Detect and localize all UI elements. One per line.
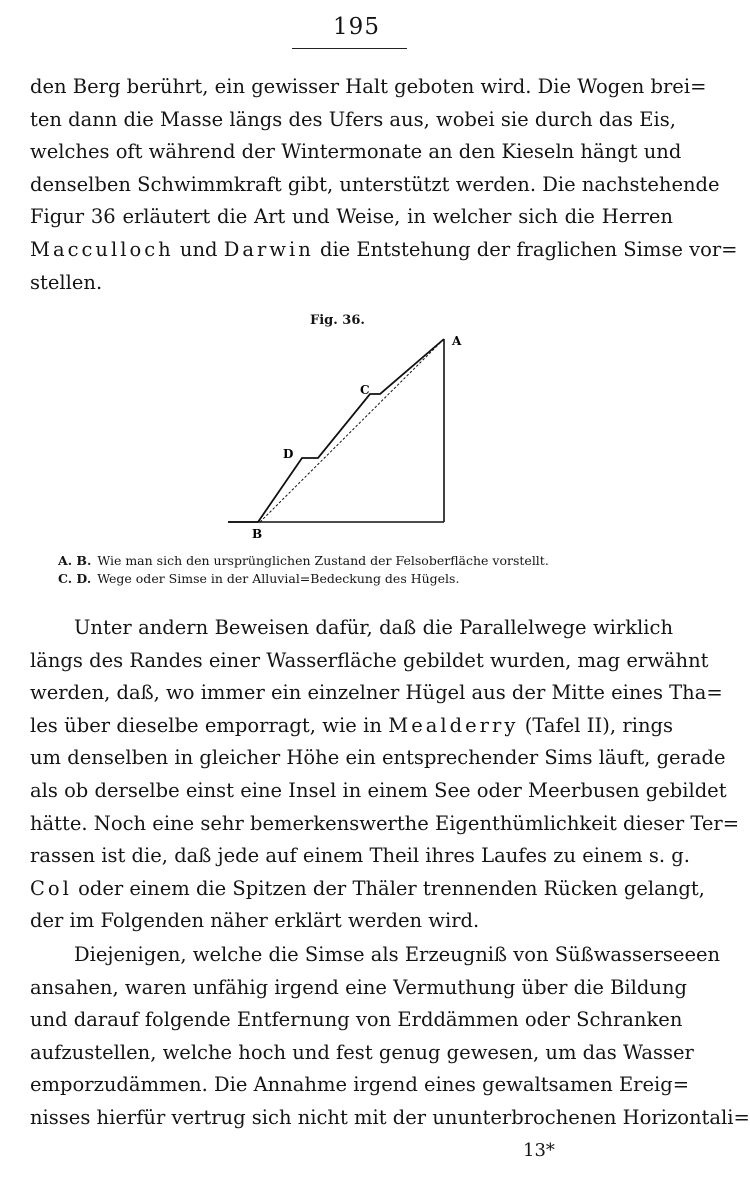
text-line: den Berg berührt, ein gewisser Halt geboten wird. Die Wogen brei= — [30, 75, 707, 98]
text-line: Macculloch und Darwin die Entstehung der fraglichen Simse vor= — [30, 237, 738, 261]
name-darwin: Darwin — [223, 237, 314, 261]
signature-mark: 13* — [523, 1140, 555, 1161]
label-d: D — [283, 447, 294, 461]
text-line: und darauf folgende Entfernung von Erddämmen oder Schranken — [30, 1008, 683, 1032]
paragraph-3 — [30, 939, 750, 1135]
caption-key: C. D. — [58, 571, 92, 586]
text-line: Diejenigen, welche die Simse als Erzeugniß von Süßwasserseeen — [74, 943, 721, 966]
text-line: denselben Schwimmkraft gibt, unterstützt werden. Die nachstehende — [30, 172, 720, 196]
text-line: rassen ist die, daß jede auf einem Theil ihres Laufes zu einem s. g. — [30, 844, 690, 868]
text-line: aufzustellen, welche hoch und fest genug gewesen, um das Wasser — [30, 1040, 694, 1064]
caption-text: Wie man sich den ursprünglichen Zustand der Felsoberfläche vorstellt. — [97, 553, 549, 568]
text-line: Unter andern Beweisen dafür, daß die Parallelwege wirklich — [74, 616, 673, 639]
text-line: als ob derselbe einst eine Insel in einem See oder Meerbusen gebildet — [30, 778, 727, 802]
text-line: stellen. — [30, 270, 103, 294]
term-col: Col — [30, 876, 72, 900]
figure-36-diagram — [220, 328, 510, 543]
label-b: B — [252, 527, 263, 541]
place-mealderry: Mealderry — [388, 713, 519, 737]
text-line: Figur 36 erläutert die Art und Weise, in welcher sich die Herren — [30, 205, 673, 229]
caption-ab — [58, 552, 638, 570]
page-number: 195 — [333, 14, 380, 40]
label-a: A — [452, 334, 462, 348]
text-line: welches oft während der Wintermonate an den Kieseln hängt und — [30, 140, 682, 164]
text-line: nisses hierfür vertrug sich nicht mit der ununterbrochenen Horizontali= — [30, 1105, 750, 1129]
label-c: C — [360, 383, 370, 397]
terraced-slope — [228, 339, 444, 522]
text-line: um denselben in gleicher Höhe ein entsprechender Sims läuft, gerade — [30, 746, 726, 770]
paragraph-1 — [30, 71, 738, 299]
text-line: hätte. Noch eine sehr bemerkenswerthe Eigenthümlichkeit dieser Ter= — [30, 811, 740, 835]
caption-cd — [58, 570, 638, 588]
original-surface-line — [260, 339, 444, 522]
paragraph-2 — [30, 612, 740, 938]
text-line: Col oder einem die Spitzen der Thäler trennenden Rücken gelangt, — [30, 876, 705, 900]
text-line: ten dann die Masse längs des Ufers aus, wobei sie durch das Eis, — [30, 107, 676, 131]
caption-key: A. B. — [58, 553, 92, 568]
text-line: längs des Randes einer Wasserfläche gebildet wurden, mag erwähnt — [30, 648, 709, 672]
text-line: der im Folgenden näher erklärt werden wird. — [30, 909, 480, 933]
text-line: werden, daß, wo immer ein einzelner Hügel aus der Mitte eines Tha= — [30, 681, 723, 705]
figure-title: Fig. 36. — [310, 313, 365, 328]
text-line: emporzudämmen. Die Annahme irgend eines gewaltsamen Ereig= — [30, 1073, 690, 1097]
caption-text: Wege oder Simse in der Alluvial=Bedeckung des Hügels. — [97, 571, 460, 586]
text-line: ansahen, waren unfähig irgend eine Vermuthung über die Bildung — [30, 975, 687, 999]
text-line: les über dieselbe emporragt, wie in Mealderry (Tafel II), rings — [30, 713, 673, 737]
header-rule — [292, 48, 407, 49]
name-macculloch: Macculloch — [30, 237, 174, 261]
